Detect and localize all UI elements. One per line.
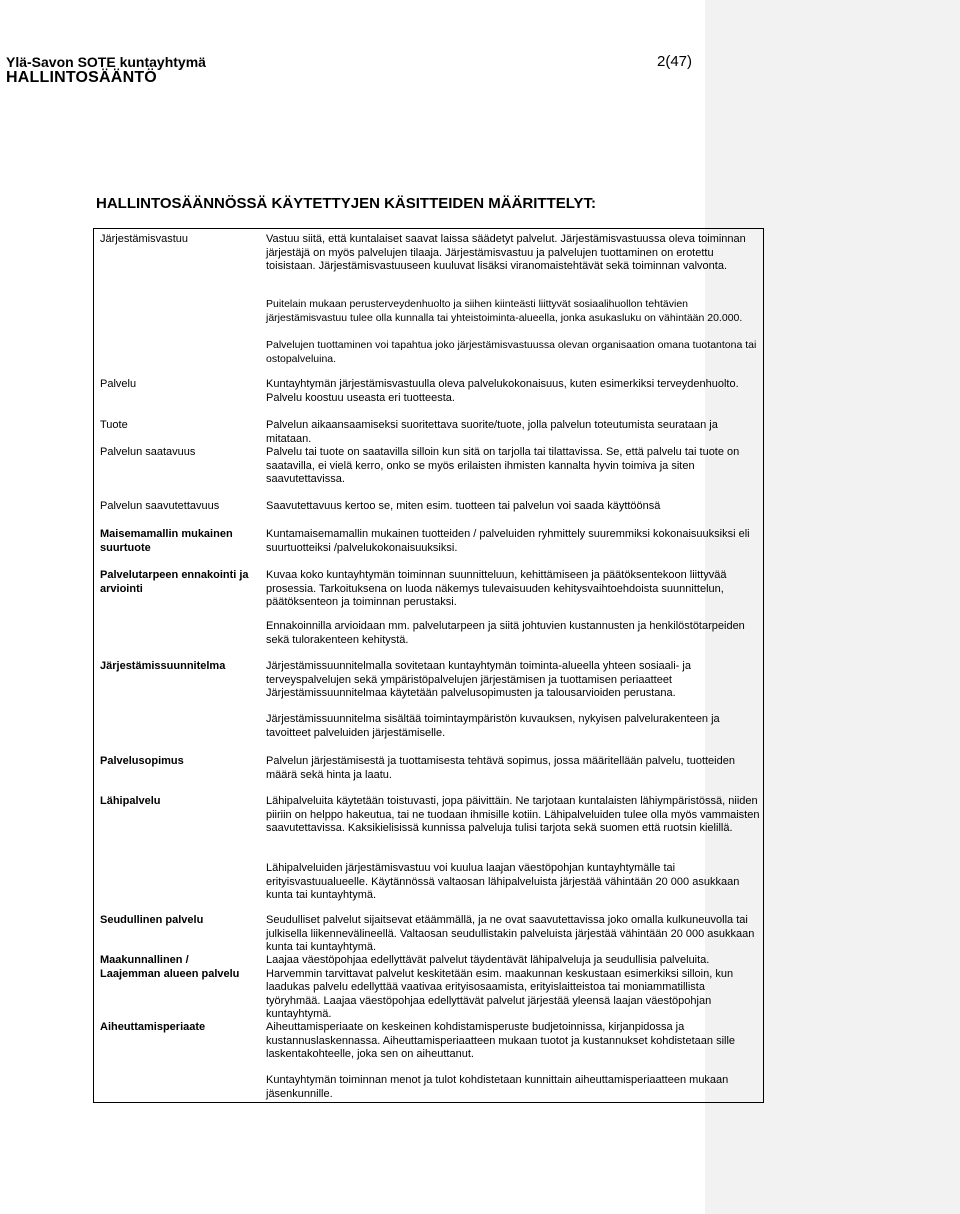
definition-paragraph: Lähipalveluita käytetään toistuvasti, jopa päivittäin. Ne tarjotaan kuntalaisten lähiympäristössä, niiden piiriin on helppo hakeutua, tai ne tuodaan ihmisille kotiin. Lähipalveluiden tulee olla myös vammaisten saavutettavissa. Kaksikielisissä kunnissa palveluja tulisi tarjota sekä suomen että ruotsin kielillä. <box>266 795 760 834</box>
organization-name: Ylä-Savon SOTE kuntayhtymä <box>6 54 206 70</box>
definition-paragraph: Järjestämissuunnitelmalla sovitetaan kuntayhtymän toiminta-alueella yhteen sosiaali- ja terveyspalvelujen sekä ympäristöpalvelujen järjestämisen ja tuottamisen periaatteet Järjestämissuunnitelmaa käytetään palvelusopimusten ja talousarvioiden perustana. <box>266 660 691 699</box>
definition-paragraph: Lähipalveluiden järjestämisvastuu voi kuulua laajan väestöpohjan kuntayhtymälle tai erityisvastuualueelle. Käytännössä valtaosan lähipalveluista järjestää vähintään 20 000 asukkaan kunta tai kuntayhtymä. <box>266 862 740 901</box>
document-title: HALLINTOSÄÄNTÖ <box>6 69 157 86</box>
term-maisemamallin-suurtuote: Maisemamallin mukainen suurtuote <box>100 528 233 554</box>
term-palvelun-saavutettavuus: Palvelun saavutettavuus <box>100 500 220 512</box>
term-palvelutarpeen-ennakointi: Palvelutarpeen ennakointi ja arviointi <box>100 569 249 595</box>
definition-paragraph: Puitelain mukaan perusterveydenhuolto ja siihen kiinteästi liittyvät sosiaalihuollon tehtävien järjestämisvastuu tulee olla kunnalla tai yhteistoiminta-alueella, jonka asukasluku on vähintään 20.000. <box>266 298 743 324</box>
term-seudullinen-palvelu: Seudullinen palvelu <box>100 914 204 926</box>
definition-paragraph: Ennakoinnilla arvioidaan mm. palvelutarpeen ja siitä johtuvien kustannusten ja henkilöstötarpeiden sekä tulorakenteen kehitystä. <box>266 620 745 646</box>
definition-paragraph: Saavutettavuus kertoo se, miten esim. tuotteen tai palvelun voi saada käyttöönsä <box>266 500 661 512</box>
term-jarjestamisvastuu: Järjestämisvastuu <box>100 233 189 245</box>
definition-paragraph: Kuntayhtymän järjestämisvastuulla oleva palvelukokonaisuus, kuten esimerkiksi terveydenhuolto. Palvelu koostuu useasta eri tuotteesta. <box>266 378 739 404</box>
definition-paragraph: Järjestämissuunnitelma sisältää toimintaympäristön kuvauksen, nykyisen palvelurakenteen ja tavoitteet palveluiden järjestämiselle. <box>266 713 720 739</box>
definition-paragraph: Kuntamaisemamallin mukainen tuotteiden / palveluiden ryhmittely suuremmiksi kokonaisuuksiksi eli suurtuotteiksi /palvelukokonaisuuksiksi. <box>266 528 750 554</box>
term-jarjestamissuunnitelma: Järjestämissuunnitelma <box>100 660 226 672</box>
definition-paragraph: Palvelu tai tuote on saatavilla silloin kun sitä on tarjolla tai tilattavissa. Se, että palvelu tai tuote on saatavilla, ei vielä kerro, onko se myös erilaisten ihmisten kannalta hyvin toimiva ja siten saavutettavissa. <box>266 446 740 485</box>
definition-paragraph: Aiheuttamisperiaate on keskeinen kohdistamisperuste budjetoinnissa, kirjanpidossa ja kustannuslaskennassa. Aiheuttamisperiaatteen mukaan tuotot ja kustannukset kohdistetaan sille laskentakohteelle, joka sen on aiheuttanut. <box>266 1021 736 1060</box>
term-aiheuttamisperiaate: Aiheuttamisperiaate <box>100 1021 206 1033</box>
term-palvelu: Palvelu <box>100 378 137 390</box>
definition-paragraph: Laajaa väestöpohjaa edellyttävät palvelut täydentävät lähipalveluja ja seudullisia palveluita. Harvemmin tarvittavat palvelut keskitetään esim. maakunnan keskustaan esimerkiksi silloin, kun laadukas palvelu edellyttää vaativaa erityisosaamista, erityislaitteistoa tai moniammatillista työryhmää. Laajaa väestöpohjaa edellyttävät palvelut järjestää yleensä laajan väestöpohjan kuntayhtymä. <box>266 954 734 1020</box>
term-lahipalvelu: Lähipalvelu <box>100 795 161 807</box>
definition-paragraph: Kuntayhtymän toiminnan menot ja tulot kohdistetaan kunnittain aiheuttamisperiaatteen mukaan jäsenkunnille. <box>266 1074 729 1100</box>
definition-paragraph: Palvelun aikaansaamiseksi suoritettava suorite/tuote, jolla palvelun toteutumista seurataan ja mitataan. <box>266 419 718 445</box>
term-palvelusopimus: Palvelusopimus <box>100 755 184 767</box>
definition-paragraph: Seudulliset palvelut sijaitsevat etäämmällä, ja ne ovat saavutettavissa joko omalla kulkuneuvolla tai julkisella liikennevälineellä. Valtaosan seudullistakin palveluista järjestää vähintään 20 000 asukkaan kunta tai kuntayhtymä. <box>266 914 755 953</box>
section-heading: HALLINTOSÄÄNNÖSSÄ KÄYTETTYJEN KÄSITTEIDEN MÄÄRITTELYT: <box>96 195 597 212</box>
definition-paragraph: Palvelun järjestämisestä ja tuottamisesta tehtävä sopimus, jossa määritellään palvelu, tuotteiden määrä sekä hinta ja laatu. <box>266 755 735 781</box>
term-palvelun-saatavuus: Palvelun saatavuus <box>100 446 196 458</box>
definition-paragraph: Palvelujen tuottaminen voi tapahtua joko järjestämisvastuussa olevan organisaation omana tuotantona tai ostopalveluina. <box>266 339 757 365</box>
definition-paragraph: Kuvaa koko kuntayhtymän toiminnan suunnitteluun, kehittämiseen ja päätöksentekoon liittyvää prosessia. Tarkoituksena on luoda näkemys tulevaisuuden kehitysvaihtoehdoista suunnittelun, päätöksenteon ja toiminnan perustaksi. <box>266 569 727 608</box>
term-tuote: Tuote <box>100 419 128 431</box>
definition-paragraph: Vastuu siitä, että kuntalaiset saavat laissa säädetyt palvelut. Järjestämisvastuussa oleva toiminnan järjestäjä on myös palvelujen tilaaja. Järjestämisvastuu ja palvelujen tuottaminen on erotettu toisistaan. Järjestämisvastuuseen kuuluvat lisäksi viranomaistehtävät sekä toiminnan valvonta. <box>266 233 746 272</box>
term-maakunnallinen-palvelu: Maakunnallinen / Laajemman alueen palvelu <box>100 954 240 980</box>
page-number: 2(47) <box>657 53 693 70</box>
